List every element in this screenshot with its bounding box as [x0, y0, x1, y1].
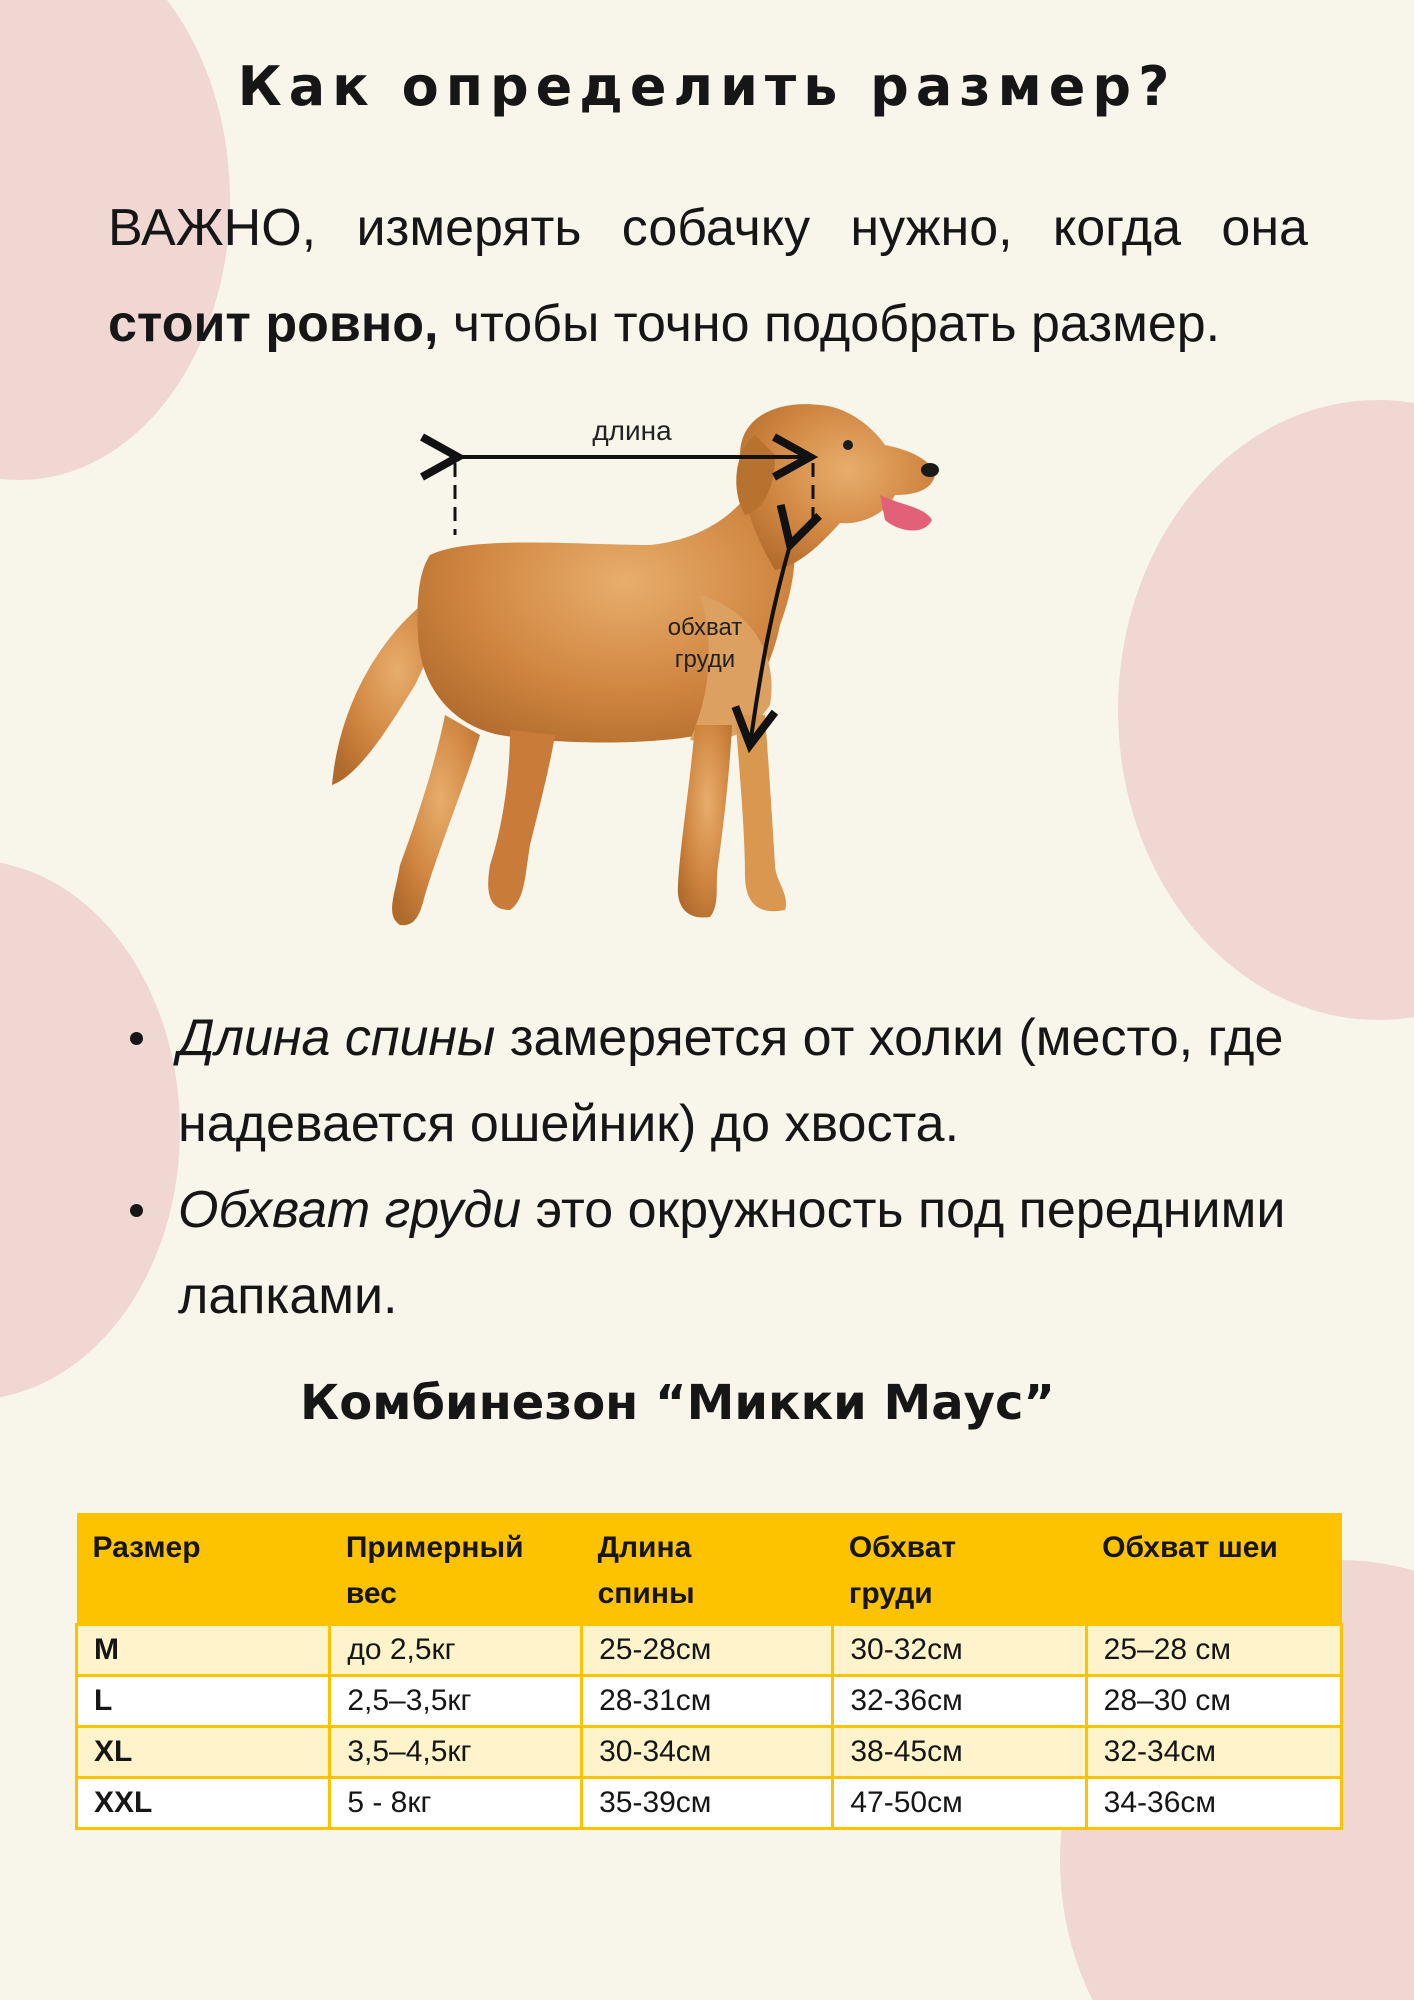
table-row [77, 1625, 1342, 1676]
intro-word: нужно, [850, 199, 1013, 257]
cell-weight: 5 - 8кг [330, 1778, 582, 1829]
table-header-row [77, 1513, 1342, 1625]
table-row [77, 1727, 1342, 1778]
table-row [77, 1778, 1342, 1829]
cell-weight: 3,5–4,5кг [330, 1727, 582, 1778]
cell-size: XL [77, 1727, 330, 1778]
cell-back-length: 25-28см [582, 1625, 833, 1676]
dog-illustration [332, 404, 939, 925]
header-weight: Примерный вес [330, 1513, 582, 1625]
chest-label-line-2: груди [674, 646, 736, 673]
cell-chest: 30-32см [833, 1625, 1086, 1676]
bullet-list [130, 995, 1350, 1339]
header-size: Размер [77, 1513, 330, 1625]
decor-circle-right [1118, 400, 1414, 1020]
cell-chest: 32-36см [833, 1676, 1086, 1727]
cell-back-length: 30-34см [582, 1727, 833, 1778]
intro-line-1 [108, 180, 1308, 276]
cell-size: M [77, 1625, 330, 1676]
intro-word: она [1221, 199, 1308, 257]
cell-size: XXL [77, 1778, 330, 1829]
cell-back-length: 28-31см [582, 1676, 833, 1727]
cell-size: L [77, 1676, 330, 1727]
bullet-term: Обхват груди [178, 1181, 522, 1239]
length-label: длина [592, 415, 672, 446]
cell-neck: 28–30 см [1086, 1676, 1341, 1727]
header-neck: Обхват шеи [1086, 1513, 1341, 1625]
bullet-term: Длина спины [178, 1009, 496, 1067]
intro-rest: чтобы точно подобрать размер. [438, 295, 1221, 353]
intro-paragraph [108, 180, 1308, 372]
cell-neck: 34-36см [1086, 1778, 1341, 1829]
product-title: Комбинезон “Микки Маус” [300, 1375, 1055, 1431]
cell-neck: 32-34см [1086, 1727, 1341, 1778]
intro-word: ВАЖНО, [108, 199, 317, 257]
size-table [75, 1513, 1343, 1830]
intro-line-2 [108, 276, 1308, 372]
cell-weight: до 2,5кг [330, 1625, 582, 1676]
header-back-length: Длина спины [582, 1513, 833, 1625]
bullet-text: это окружность под передними лапками. [178, 1181, 1286, 1325]
dog-measurement-figure [320, 395, 1060, 965]
page-title: Как определить размер? [237, 55, 1177, 118]
cell-back-length: 35-39см [582, 1778, 833, 1829]
chest-label-line-1: обхват [667, 614, 743, 641]
intro-word: когда [1052, 199, 1182, 257]
bullet-text: замеряется от холки (место, где надевается ошейник) до хвоста. [178, 1009, 1284, 1153]
intro-bold: стоит ровно, [108, 295, 439, 353]
intro-word: измерять [356, 199, 582, 257]
bullet-item [130, 1167, 1350, 1339]
intro-word: собачку [621, 199, 811, 257]
cell-chest: 47-50см [833, 1778, 1086, 1829]
header-chest: Обхват груди [833, 1513, 1086, 1625]
cell-neck: 25–28 см [1086, 1625, 1341, 1676]
cell-chest: 38-45см [833, 1727, 1086, 1778]
cell-weight: 2,5–3,5кг [330, 1676, 582, 1727]
table-row [77, 1676, 1342, 1727]
bullet-item [130, 995, 1350, 1167]
